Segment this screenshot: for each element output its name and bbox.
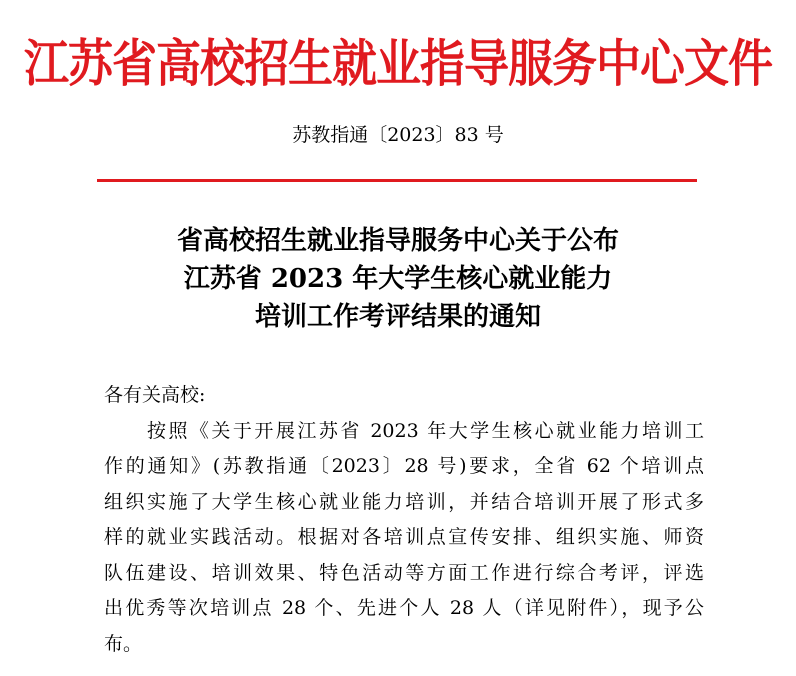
notice-title-line-2: 江苏省 2023 年大学生核心就业能力 [183,264,613,294]
document-number: 苏教指通〔2023〕83 号 [292,124,504,146]
paragraph-line-7: 布。 [104,632,143,655]
notice-title-line-3: 培训工作考评结果的通知 [254,302,541,332]
document-issuer-header: 江苏省高校招生就业指导服务中心文件 [23,33,772,94]
notice-body [104,378,704,662]
notice-title [0,222,796,336]
paragraph-line-6: 出优秀等次培训点 28 个、先进个人 28 人（详见附件），现予公 [104,597,704,619]
paragraph-line-2: 作的通知》(苏教指通〔2023〕28 号)要求，全省 62 个培训点 [104,455,704,477]
paragraph-line-3: 组织实施了大学生核心就业能力培训，并结合培训开展了形式多 [104,490,704,513]
paragraph-line-4: 样的就业实践活动。根据对各培训点宣传安排、组织实施、师资 [104,526,704,548]
salutation: 各有关高校: [104,384,206,406]
paragraph-line-5: 队伍建设、培训效果、特色活动等方面工作进行综合考评，评选 [104,561,704,584]
red-divider-rule [97,179,697,182]
paragraph-line-1: 按照《关于开展江苏省 2023 年大学生核心就业能力培训工 [104,419,704,442]
notice-title-line-1: 省高校招生就业指导服务中心关于公布 [176,226,619,256]
